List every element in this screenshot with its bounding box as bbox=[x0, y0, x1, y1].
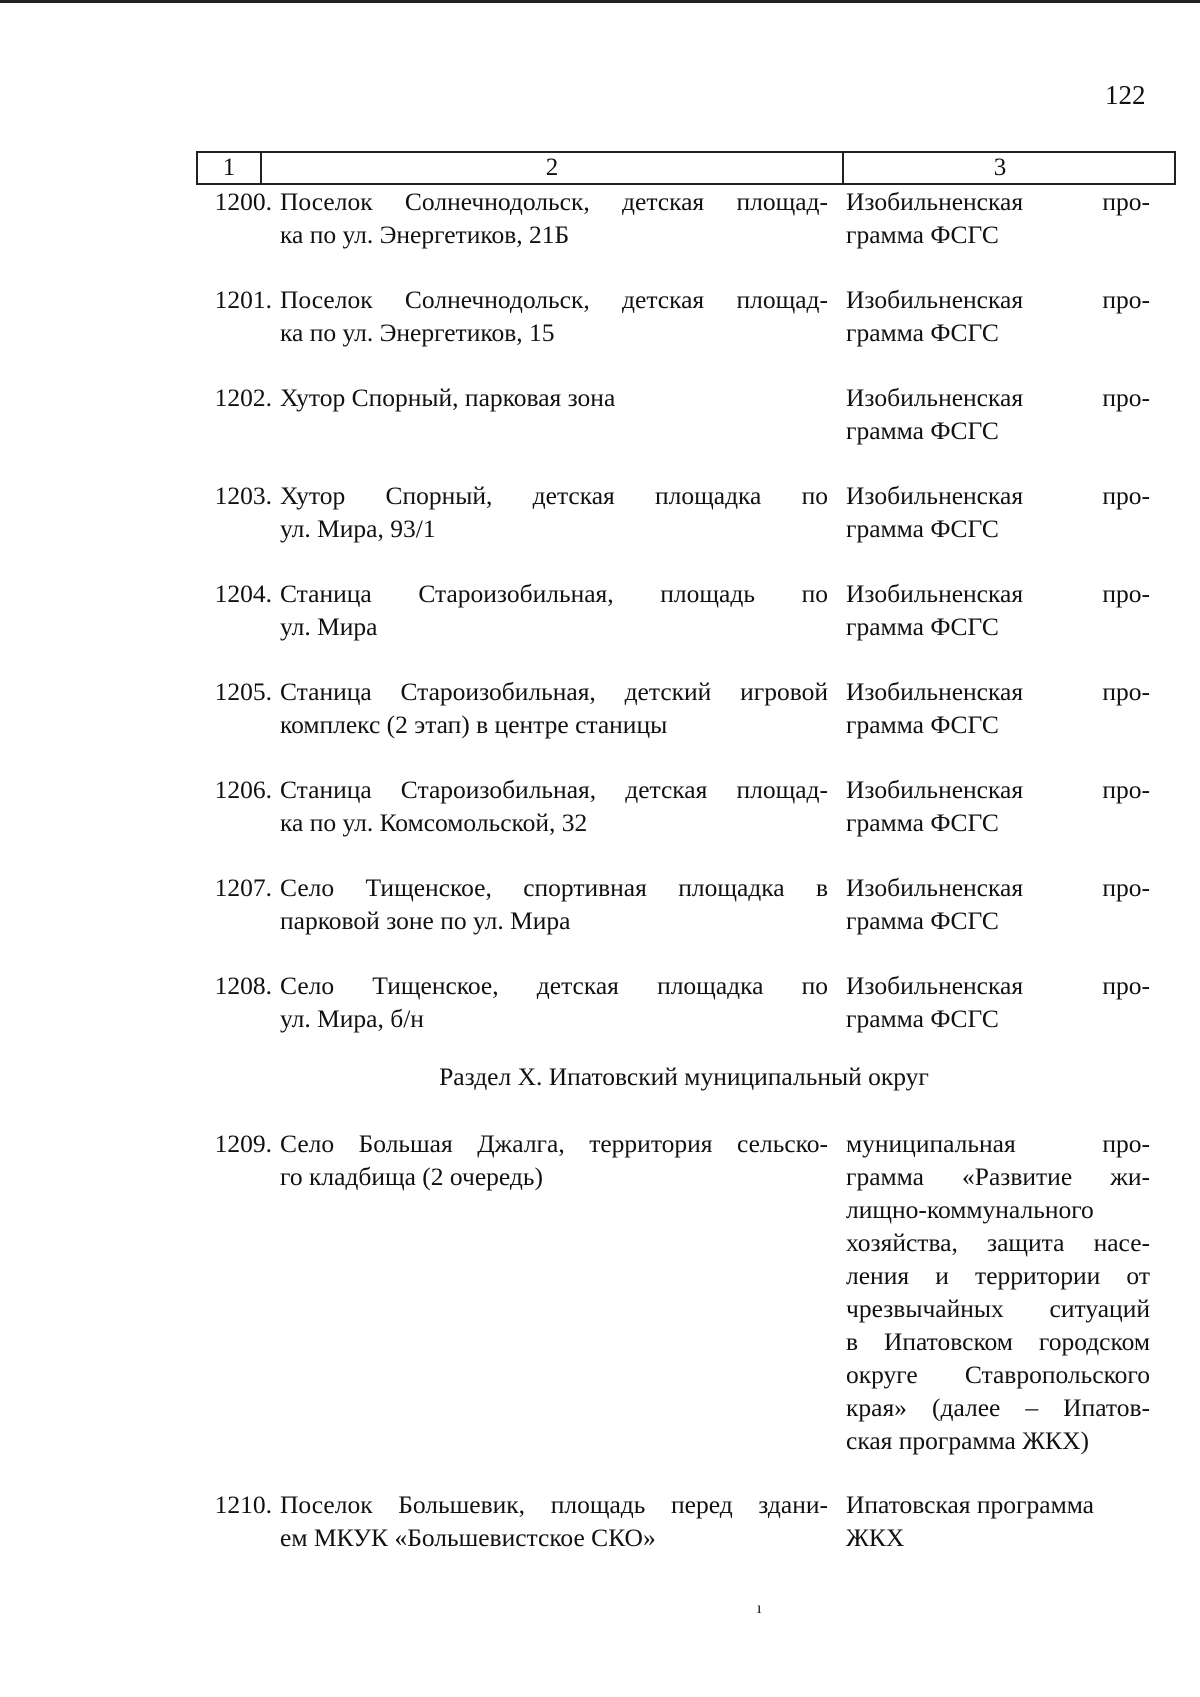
program-line: муниципальная про- bbox=[846, 1129, 1150, 1158]
program-line: ская программа ЖКХ) bbox=[846, 1426, 1089, 1455]
description-line: Станица Староизобильная, детская площад- bbox=[280, 775, 828, 804]
row-description bbox=[280, 675, 828, 741]
row-program bbox=[846, 1127, 1150, 1457]
description-line: Станица Староизобильная, детский игровой bbox=[280, 677, 828, 706]
program-line: Изобильненская про- bbox=[846, 383, 1150, 412]
program-line: Изобильненская про- bbox=[846, 579, 1150, 608]
description-line: го кладбища (2 очередь) bbox=[280, 1162, 543, 1191]
row-description bbox=[280, 283, 828, 349]
row-program bbox=[846, 773, 1150, 839]
description-line: ка по ул. Энергетиков, 15 bbox=[280, 318, 555, 347]
row-number: 1202. bbox=[214, 383, 272, 412]
program-line: Изобильненская про- bbox=[846, 481, 1150, 510]
table-header bbox=[196, 151, 1176, 185]
row-number: 1208. bbox=[214, 971, 272, 1000]
row-number: 1209. bbox=[214, 1129, 272, 1158]
row-program bbox=[846, 283, 1150, 349]
row-number: 1200. bbox=[214, 187, 272, 216]
description-line: ка по ул. Комсомольской, 32 bbox=[280, 808, 588, 837]
description-line: Село Тищенское, спортивная площадка в bbox=[280, 873, 828, 902]
program-line: Изобильненская про- bbox=[846, 187, 1150, 216]
program-line: в Ипатовском городском bbox=[846, 1327, 1150, 1356]
description-line: ул. Мира, б/н bbox=[280, 1004, 424, 1033]
program-line: Изобильненская про- bbox=[846, 285, 1150, 314]
program-line: грамма ФСГС bbox=[846, 416, 999, 445]
row-number: 1201. bbox=[214, 285, 272, 314]
row-description bbox=[280, 969, 828, 1035]
page-number: 122 bbox=[1105, 80, 1146, 110]
description-line: ул. Мира bbox=[280, 612, 378, 641]
program-line: Изобильненская про- bbox=[846, 971, 1150, 1000]
program-line: Ипатовская программа bbox=[846, 1490, 1095, 1519]
row-description bbox=[280, 577, 828, 643]
program-line: края» (далее – Ипатов- bbox=[846, 1393, 1150, 1422]
header-col-3: 3 bbox=[993, 154, 1007, 181]
program-line: Изобильненская про- bbox=[846, 677, 1150, 706]
description-line: ка по ул. Энергетиков, 21Б bbox=[280, 220, 570, 249]
program-line: грамма ФСГС bbox=[846, 514, 999, 543]
row-description bbox=[280, 773, 828, 839]
row-number: 1207. bbox=[214, 873, 272, 902]
row-description bbox=[280, 1488, 828, 1554]
program-line: грамма ФСГС bbox=[846, 710, 999, 739]
row-number: 1204. bbox=[214, 579, 272, 608]
row-program bbox=[846, 577, 1150, 643]
row-description bbox=[280, 185, 828, 251]
description-line: Село Большая Джалга, территория сельско- bbox=[280, 1129, 828, 1158]
description-line: Поселок Большевик, площадь перед здани- bbox=[280, 1490, 828, 1519]
scan-mark: ı bbox=[757, 1600, 762, 1617]
description-line: Хутор Спорный, парковая зона bbox=[280, 383, 616, 412]
row-program bbox=[846, 871, 1150, 937]
top-border-line bbox=[0, 0, 1200, 3]
row-number: 1206. bbox=[214, 775, 272, 804]
row-program bbox=[846, 1488, 1150, 1554]
header-col-2: 2 bbox=[545, 154, 559, 181]
header-col-1: 1 bbox=[222, 154, 236, 181]
description-line: комплекс (2 этап) в центре станицы bbox=[280, 710, 668, 739]
program-line: ЖКХ bbox=[846, 1523, 905, 1552]
row-program bbox=[846, 381, 1150, 447]
program-line: грамма «Развитие жи- bbox=[846, 1162, 1150, 1191]
description-line: Хутор Спорный, детская площадка по bbox=[280, 481, 828, 510]
row-number: 1210. bbox=[214, 1490, 272, 1519]
row-program bbox=[846, 185, 1150, 251]
description-line: Станица Староизобильная, площадь по bbox=[280, 579, 828, 608]
program-line: ления и территории от bbox=[846, 1261, 1150, 1290]
row-description bbox=[280, 381, 828, 414]
description-line: Поселок Солнечнодольск, детская площад- bbox=[280, 187, 828, 216]
program-line: грамма ФСГС bbox=[846, 808, 999, 837]
description-line: ул. Мира, 93/1 bbox=[280, 514, 436, 543]
row-description bbox=[280, 871, 828, 937]
description-line: Село Тищенское, детская площадка по bbox=[280, 971, 828, 1000]
program-line: Изобильненская про- bbox=[846, 873, 1150, 902]
program-line: хозяйства, защита насе- bbox=[846, 1228, 1150, 1257]
row-number: 1203. bbox=[214, 481, 272, 510]
description-line: Поселок Солнечнодольск, детская площад- bbox=[280, 285, 828, 314]
program-line: грамма ФСГС bbox=[846, 612, 999, 641]
row-program bbox=[846, 675, 1150, 741]
description-line: ем МКУК «Большевистское СКО» bbox=[280, 1523, 656, 1552]
program-line: грамма ФСГС bbox=[846, 906, 999, 935]
row-description bbox=[280, 1127, 828, 1193]
program-line: округе Ставропольского bbox=[846, 1360, 1150, 1389]
program-line: грамма ФСГС bbox=[846, 1004, 999, 1033]
program-line: грамма ФСГС bbox=[846, 220, 999, 249]
program-line: Изобильненская про- bbox=[846, 775, 1150, 804]
section-title: Раздел X. Ипатовский муниципальный округ bbox=[439, 1062, 929, 1091]
row-number: 1205. bbox=[214, 677, 272, 706]
row-program bbox=[846, 479, 1150, 545]
row-description bbox=[280, 479, 828, 545]
program-line: чрезвычайных ситуаций bbox=[846, 1294, 1150, 1323]
program-line: лищно-коммунального bbox=[846, 1195, 1094, 1224]
program-line: грамма ФСГС bbox=[846, 318, 999, 347]
description-line: парковой зоне по ул. Мира bbox=[280, 906, 571, 935]
row-program bbox=[846, 969, 1150, 1035]
